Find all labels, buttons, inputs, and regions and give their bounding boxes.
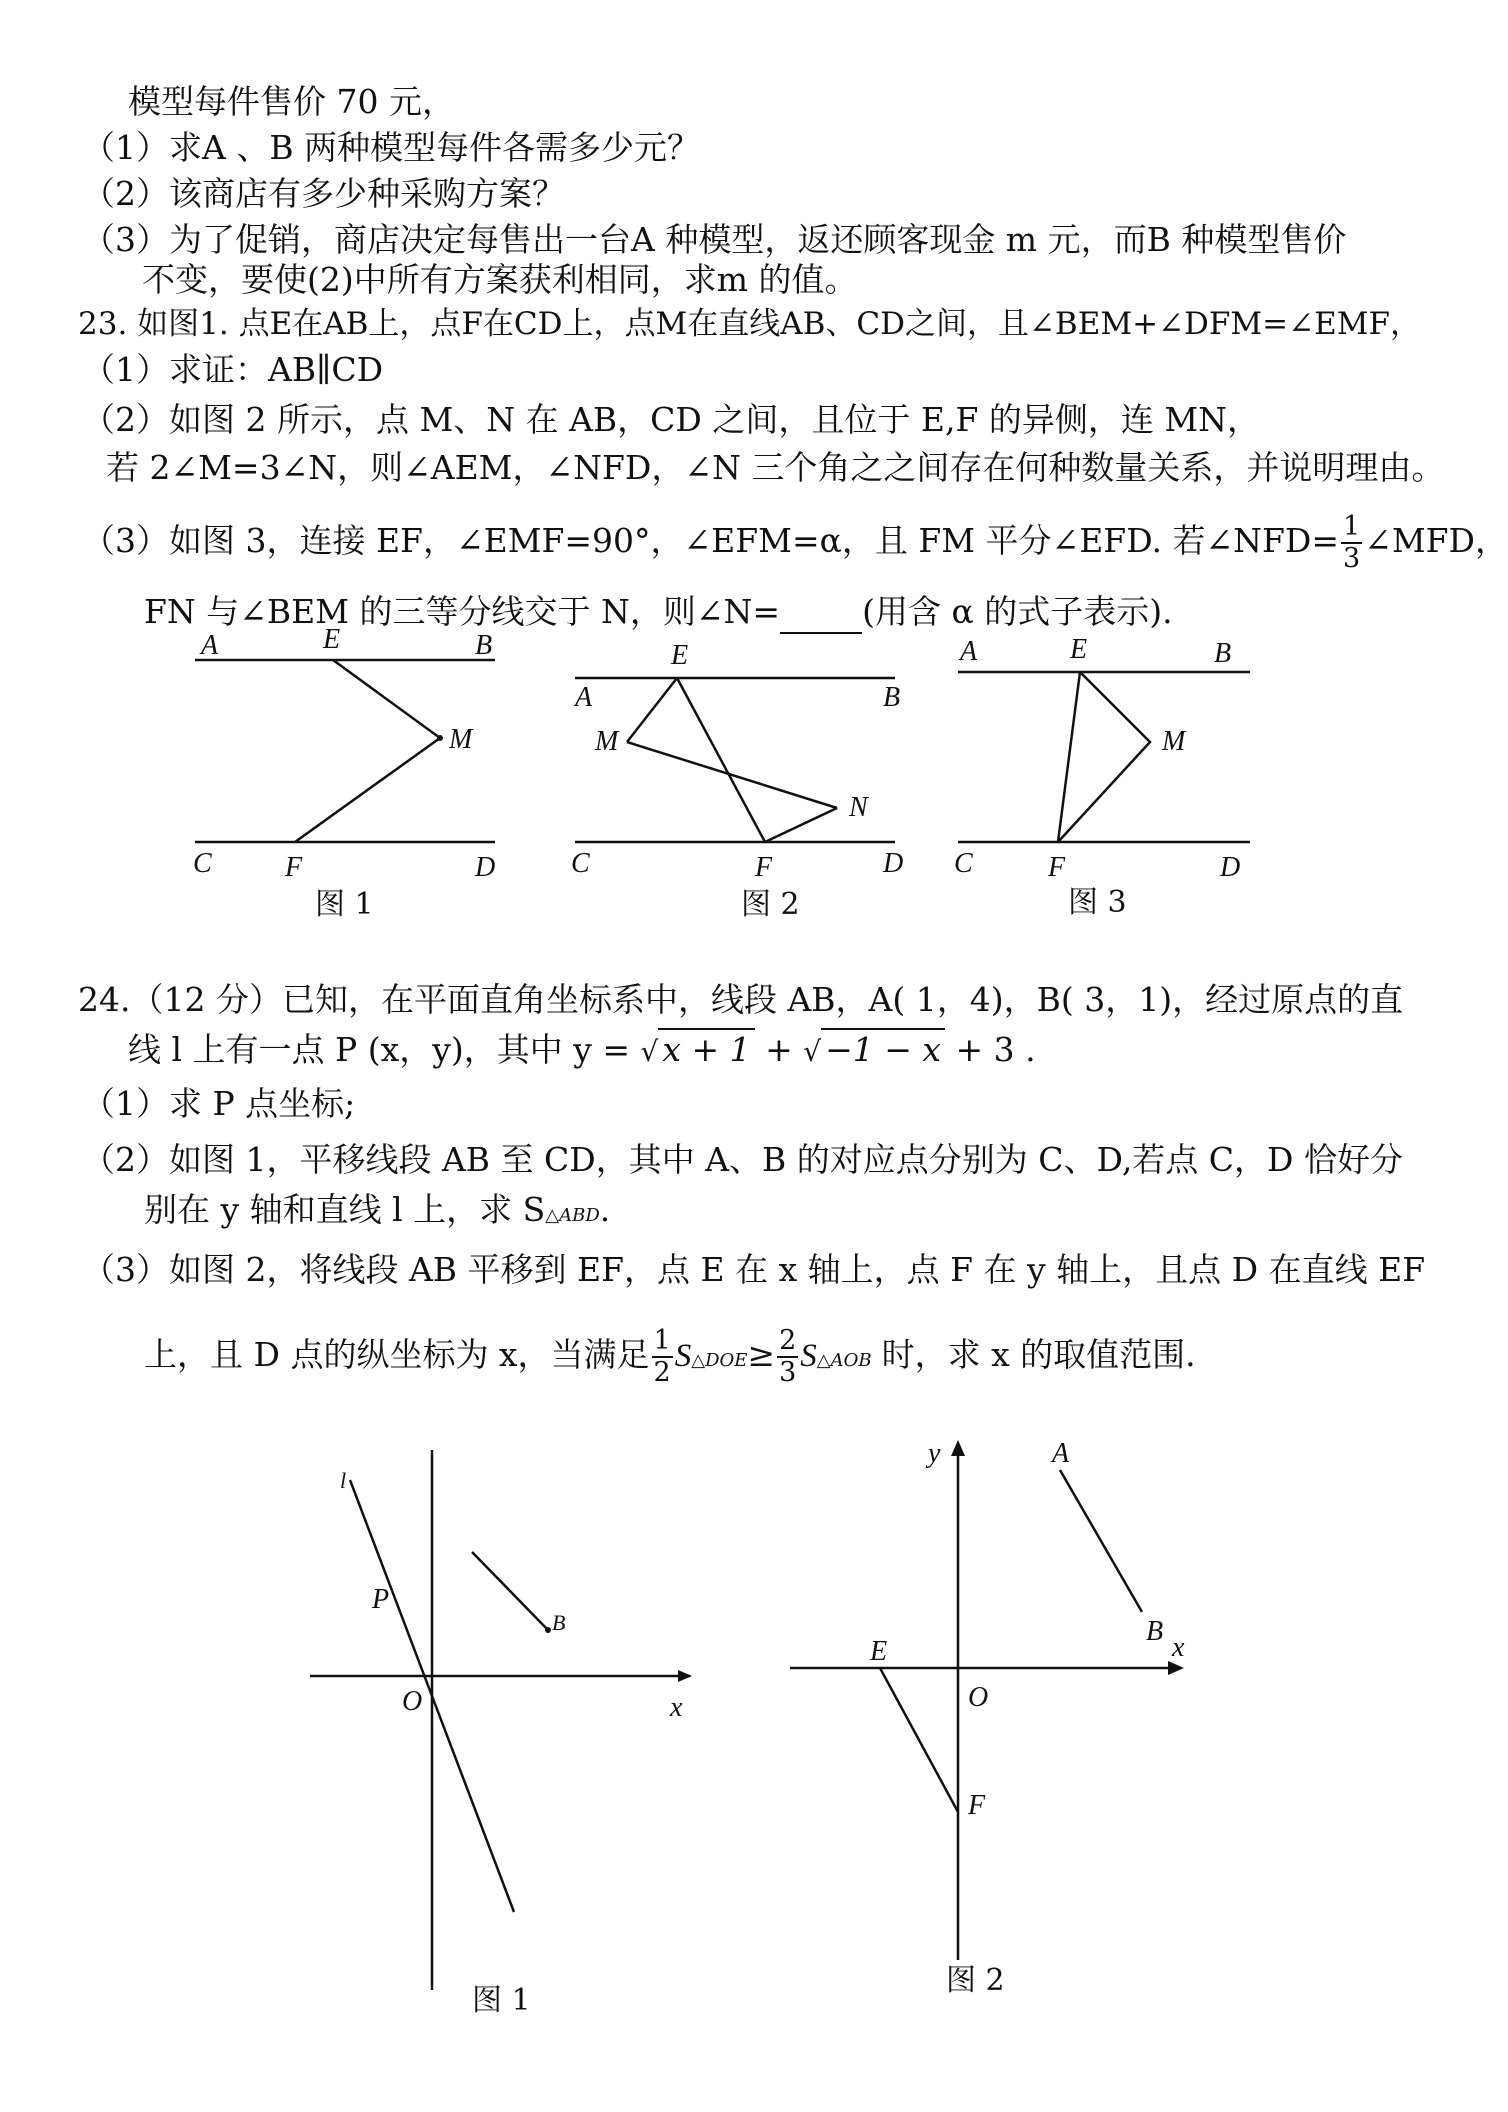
segment-mn: [627, 742, 837, 808]
label-e: E: [1070, 634, 1088, 665]
segment-ef: [1058, 672, 1080, 842]
broken-line-emf: [295, 660, 440, 842]
segment-nf: [765, 808, 837, 842]
plus-sign: +: [765, 1030, 793, 1069]
label-d: D: [883, 848, 904, 879]
label-f: F: [968, 1790, 986, 1821]
fig3-caption: 图 3: [1068, 885, 1127, 920]
fig2-caption: 图 2: [741, 887, 800, 922]
label-a: A: [575, 682, 593, 713]
q22-part3a: （3）为了促销，商店决定每售出一台A 种模型，返还顾客现金 m 元，而B 种模型售价: [82, 220, 1347, 259]
label-e: E: [671, 640, 689, 671]
label-y: y: [928, 1438, 941, 1469]
point-b: [545, 1627, 551, 1633]
q22-line0: 模型每件售价 70 元，: [128, 82, 455, 121]
label-p: P: [372, 1584, 390, 1615]
label-b: B: [1214, 638, 1232, 669]
y-axis-arrow: [951, 1440, 965, 1456]
label-l: l: [340, 1468, 347, 1493]
label-b: B: [475, 630, 493, 661]
area-sub-2: △AOB: [816, 1350, 872, 1371]
broken-line-emf: [1058, 672, 1150, 842]
area-symbol-2: S: [800, 1338, 817, 1374]
q23-part3-post: ∠MFD，: [1364, 521, 1508, 560]
q23-part3b-pre: FN 与∠BEM 的三等分线交于 N，则∠N=: [144, 592, 781, 631]
sqrt-sign-2: √: [803, 1035, 822, 1068]
q23-stem: 23. 如图1. 点E在AB上，点F在CD上，点M在直线AB、CD之间，且∠BEM+∠DFM=∠EMF，: [78, 306, 1421, 342]
q24-stem-a: 24.（12 分）已知，在平面直角坐标系中，线段 AB，A( 1，4)，B( 3，1)，经过原点的直: [78, 980, 1404, 1019]
q22-part3b: 不变，要使(2)中所有方案获利相同，求m 的值。: [142, 260, 858, 299]
label-c: C: [571, 848, 590, 879]
q24-stem-b-post: + 3 .: [955, 1030, 1036, 1069]
fig2-caption: 图 2: [946, 1963, 1005, 1998]
label-x: x: [1172, 1632, 1185, 1663]
label-a: A: [201, 630, 219, 661]
fraction-1-num: 1: [653, 1325, 671, 1356]
q24-part2b: [144, 1188, 610, 1238]
fraction-1: [652, 1326, 673, 1388]
q24-part3b-post: 时，求 x 的取值范围.: [881, 1335, 1196, 1374]
segment-em: [627, 678, 677, 742]
q23-figure-1: [185, 624, 505, 922]
sqrt-sign-1: √: [640, 1035, 659, 1068]
x-axis-arrow: [1168, 1661, 1184, 1675]
q24-part2b-pre: 别在 y 轴和直线 l 上，求 S: [144, 1190, 546, 1229]
q24-part2a: （2）如图 1，平移线段 AB 至 CD，其中 A、B 的对应点分别为 C、D,若点 C，D 恰好分: [82, 1140, 1403, 1179]
label-d: D: [475, 852, 496, 883]
label-x: x: [670, 1692, 683, 1723]
segment-ab: [472, 1552, 548, 1630]
label-m: M: [449, 724, 473, 755]
label-d: D: [1220, 852, 1241, 883]
fraction-2-num: 2: [779, 1325, 797, 1356]
label-a: A: [1052, 1438, 1070, 1469]
fraction-2-den: 3: [779, 1357, 797, 1388]
q23-part3b: [144, 590, 1173, 634]
label-o: O: [402, 1686, 423, 1717]
area-symbol-1: S: [674, 1338, 692, 1374]
q23-part3: [82, 512, 1508, 574]
sqrt-2: −1 − x: [821, 1028, 945, 1069]
label-b: B: [883, 682, 901, 713]
q24-stem-b-pre: 线 l 上有一点 P (x，y)，其中 y =: [128, 1030, 630, 1069]
q24-figure-2: [780, 1420, 1220, 2000]
q24-part3b: [144, 1326, 1196, 1388]
label-c: C: [193, 848, 212, 879]
label-b: B: [1146, 1616, 1164, 1647]
sqrt-1: x + 1: [658, 1028, 754, 1069]
q22-part1: （1）求A 、B 两种模型每件各需多少元？: [82, 128, 701, 167]
label-c: C: [954, 848, 973, 879]
q24-part2b-sub: △ABD: [545, 1205, 600, 1226]
segment-ef: [677, 678, 765, 842]
label-f: F: [1048, 852, 1066, 883]
fraction-1-den: 2: [653, 1357, 671, 1388]
label-m: M: [595, 726, 619, 757]
q23-fraction-num: 1: [1342, 511, 1361, 542]
q23-figure-3: [950, 630, 1270, 920]
q23-fraction-den: 3: [1342, 543, 1361, 574]
area-sub-1: △DOE: [691, 1350, 748, 1371]
q23-part3b-post: (用含 α 的式子表示).: [862, 592, 1173, 631]
label-e: E: [323, 624, 341, 655]
q24-part2b-post: .: [599, 1190, 611, 1229]
q24-figure-1: [300, 1440, 720, 2020]
ge-sign: ≥: [747, 1335, 776, 1374]
label-e: E: [870, 1636, 888, 1667]
segment-ef: [880, 1668, 958, 1812]
fraction-2: [777, 1326, 798, 1388]
q23-figure-2: [565, 630, 925, 922]
label-o: O: [968, 1682, 989, 1713]
label-m: M: [1162, 726, 1186, 757]
label-a: A: [960, 636, 978, 667]
x-axis-arrow: [678, 1670, 692, 1682]
fig1-caption: 图 1: [472, 1983, 531, 2018]
q24-stem-b: [128, 1028, 1036, 1074]
label-n: N: [849, 792, 868, 823]
q23-part2a: （2）如图 2 所示，点 M、N 在 AB，CD 之间，且位于 E,F 的异侧，连 MN，: [82, 400, 1260, 439]
q24-part1: （1）求 P 点坐标;: [82, 1084, 356, 1123]
q22-part2: （2）该商店有多少种采购方案？: [82, 174, 565, 213]
segment-ab: [1060, 1470, 1142, 1612]
q23-part3-pre: （3）如图 3，连接 EF，∠EMF=90°，∠EFM=α，且 FM 平分∠EFD. 若∠NFD=: [82, 521, 1339, 560]
point-m: [437, 735, 443, 741]
q24-part3b-pre: 上，且 D 点的纵坐标为 x，当满足: [144, 1335, 650, 1374]
label-b: B: [552, 1610, 566, 1635]
q23-part2b: 若 2∠M=3∠N，则∠AEM，∠NFD，∠N 三个角之之间存在何种数量关系，并说明理由。: [106, 448, 1445, 487]
q23-part1: （1）求证：AB∥CD: [82, 350, 384, 389]
q24-part3a: （3）如图 2，将线段 AB 平移到 EF，点 E 在 x 轴上，点 F 在 y 轴上，且点 D 在直线 EF: [82, 1250, 1426, 1289]
label-f: F: [285, 852, 303, 883]
fig1-caption: 图 1: [315, 887, 374, 922]
q23-fraction: [1341, 512, 1362, 574]
label-f: F: [755, 852, 773, 883]
